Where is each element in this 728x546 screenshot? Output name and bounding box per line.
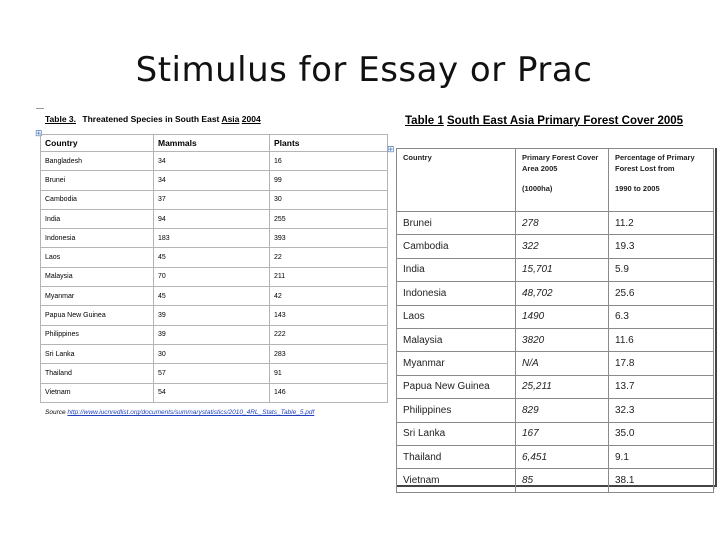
cell-country: Papua New Guinea	[41, 306, 154, 325]
table-row	[397, 445, 714, 468]
table3-label: Table 3.	[45, 114, 77, 124]
table-header-row	[397, 149, 714, 212]
cell-country: Myanmar	[397, 352, 516, 375]
table1-title-text: South East Asia Primary Forest Cover 2005	[446, 115, 684, 127]
cell-forest-area: 167	[516, 422, 609, 445]
cell-mammals: 70	[154, 267, 270, 286]
cell-forest-area: 15,701	[516, 258, 609, 281]
header-pct-line-2: Forest Lost from	[615, 163, 675, 173]
header-country-text: Country	[403, 153, 432, 162]
cell-country: Indonesia	[41, 229, 154, 248]
cell-mammals: 57	[154, 364, 270, 383]
cell-plants: 283	[270, 344, 388, 363]
cell-country: Brunei	[41, 171, 154, 190]
cell-forest-area: 48,702	[516, 282, 609, 305]
table-row	[41, 325, 388, 344]
cell-country: Cambodia	[397, 235, 516, 258]
header-area-line-2: Area 2005	[522, 163, 558, 173]
table-row	[397, 375, 714, 398]
cell-plants: 146	[270, 383, 388, 402]
header-area-line-3: (1000ha)	[522, 184, 553, 193]
table-row	[41, 306, 388, 325]
table-row	[41, 383, 388, 402]
cell-mammals: 54	[154, 383, 270, 402]
cell-country: Indonesia	[397, 282, 516, 305]
cell-forest-area: 1490	[516, 305, 609, 328]
cell-country: Cambodia	[41, 190, 154, 209]
cell-mammals: 37	[154, 190, 270, 209]
cell-country: Laos	[41, 248, 154, 267]
column-header-mammals: Mammals	[154, 135, 270, 152]
table-row	[41, 152, 388, 171]
cell-plants: 143	[270, 306, 388, 325]
cell-forest-area: 6,451	[516, 445, 609, 468]
cell-forest-lost: 9.1	[609, 445, 714, 468]
cell-forest-lost: 6.3	[609, 305, 714, 328]
cell-plants: 16	[270, 152, 388, 171]
cell-mammals: 45	[154, 287, 270, 306]
cell-mammals: 45	[154, 248, 270, 267]
table3-source	[45, 409, 314, 416]
cell-country: India	[41, 209, 154, 228]
table-row	[41, 344, 388, 363]
forest-cover-table	[396, 148, 714, 493]
table-row	[41, 248, 388, 267]
cell-country: Malaysia	[41, 267, 154, 286]
table-row	[397, 399, 714, 422]
table-row	[397, 328, 714, 351]
column-header-forest-area	[516, 149, 609, 212]
table-header-row	[41, 135, 388, 152]
cell-forest-area: 3820	[516, 328, 609, 351]
cell-country: Papua New Guinea	[397, 375, 516, 398]
table-row	[41, 190, 388, 209]
cell-country: Philippines	[397, 399, 516, 422]
table-row	[397, 352, 714, 375]
table-row	[41, 209, 388, 228]
header-area-line-1: Primary Forest Cover	[522, 153, 599, 162]
cell-mammals: 94	[154, 209, 270, 228]
cell-country: Philippines	[41, 325, 154, 344]
slide-title: Stimulus for Essay or Prac	[135, 50, 593, 90]
cell-forest-lost: 5.9	[609, 258, 714, 281]
table-move-plus-icon[interactable]: ⊞	[387, 145, 395, 155]
cell-mammals: 30	[154, 344, 270, 363]
cell-forest-area: 25,211	[516, 375, 609, 398]
cell-plants: 30	[270, 190, 388, 209]
cell-country: Sri Lanka	[41, 344, 154, 363]
cell-forest-lost: 19.3	[609, 235, 714, 258]
table3-title-year: 2004	[241, 114, 261, 124]
cell-mammals: 183	[154, 229, 270, 248]
cell-forest-area: 278	[516, 212, 609, 235]
source-link[interactable]: http://www.iucnredlist.org/documents/summarystatistics/2010_4RL_Stats_Table_5.pdf	[67, 409, 315, 416]
header-pct-line-3: 1990 to 2005	[615, 184, 660, 193]
cell-forest-lost: 11.2	[609, 212, 714, 235]
cell-plants: 42	[270, 287, 388, 306]
cell-country: Laos	[397, 305, 516, 328]
column-header-forest-lost	[609, 149, 714, 212]
cell-country: Malaysia	[397, 328, 516, 351]
table-row	[397, 305, 714, 328]
cell-country: India	[397, 258, 516, 281]
table-row	[41, 287, 388, 306]
cell-country: Vietnam	[397, 469, 516, 492]
cell-country: Vietnam	[41, 383, 154, 402]
cell-country: Myanmar	[41, 287, 154, 306]
cell-forest-area: 85	[516, 469, 609, 492]
cell-country: Sri Lanka	[397, 422, 516, 445]
cell-forest-area: 322	[516, 235, 609, 258]
table-row	[41, 364, 388, 383]
table-row	[397, 282, 714, 305]
table-row	[397, 212, 714, 235]
cell-forest-lost: 35.0	[609, 422, 714, 445]
cell-plants: 91	[270, 364, 388, 383]
cell-forest-lost: 13.7	[609, 375, 714, 398]
table3-title-prefix: Threatened Species in South East	[82, 114, 222, 124]
table-row	[41, 229, 388, 248]
cell-mammals: 34	[154, 171, 270, 190]
cell-mammals: 39	[154, 306, 270, 325]
table1-title	[405, 115, 683, 127]
table-row	[41, 267, 388, 286]
table1-label: Table 1	[405, 115, 444, 127]
table-row	[397, 469, 714, 492]
column-header-country: Country	[41, 135, 154, 152]
table-row	[397, 235, 714, 258]
cell-forest-lost: 11.6	[609, 328, 714, 351]
table-row	[41, 171, 388, 190]
cell-forest-lost: 25.6	[609, 282, 714, 305]
table-row	[397, 258, 714, 281]
table-move-plus-icon[interactable]: ⊞	[35, 129, 43, 139]
cell-mammals: 34	[154, 152, 270, 171]
cell-forest-lost: 32.3	[609, 399, 714, 422]
cell-forest-lost: 17.8	[609, 352, 714, 375]
cell-plants: 222	[270, 325, 388, 344]
cell-plants: 255	[270, 209, 388, 228]
table3-heading	[36, 108, 388, 125]
source-label: Source	[45, 409, 66, 416]
table-row	[397, 422, 714, 445]
column-header-plants: Plants	[270, 135, 388, 152]
cell-forest-area: N/A	[516, 352, 609, 375]
cell-plants: 22	[270, 248, 388, 267]
cell-mammals: 39	[154, 325, 270, 344]
column-header-country	[397, 149, 516, 212]
cell-country: Thailand	[397, 445, 516, 468]
cell-plants: 211	[270, 267, 388, 286]
cell-forest-area: 829	[516, 399, 609, 422]
corner-marker: ▫	[713, 486, 716, 492]
cell-plants: 393	[270, 229, 388, 248]
threatened-species-table	[40, 134, 388, 403]
cell-country: Brunei	[397, 212, 516, 235]
cell-country: Bangladesh	[41, 152, 154, 171]
header-pct-line-1: Percentage of Primary	[615, 153, 695, 162]
table3-title-asia: Asia	[221, 114, 240, 124]
cell-country: Thailand	[41, 364, 154, 383]
cell-plants: 99	[270, 171, 388, 190]
cell-forest-lost: 38.1	[609, 469, 714, 492]
